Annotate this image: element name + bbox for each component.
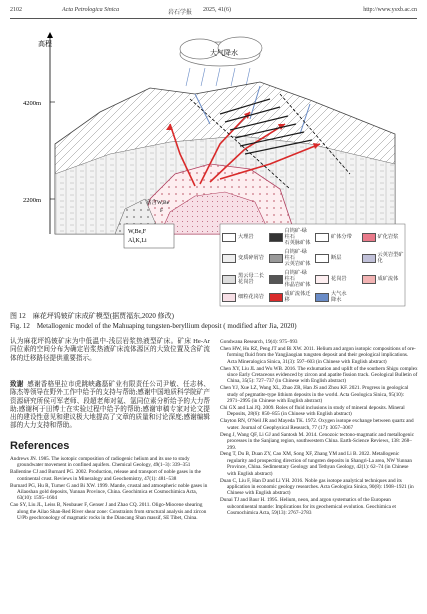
legend-label: 细粒花岗岩: [238, 294, 264, 300]
legend-label: 大气水 降水: [331, 291, 347, 303]
legend-item: [362, 249, 406, 267]
legend-swatch: [269, 254, 283, 263]
elevation-axis-arrow: [47, 32, 53, 38]
rich-w-be-label: 富含W,Be: [146, 200, 170, 206]
journal-name-cn: 岩石学报: [168, 10, 193, 16]
reference-item: Gondwana Research, 19(4): 975–993: [220, 339, 298, 345]
references-heading: References: [10, 440, 70, 452]
acknowledgement: [10, 381, 210, 431]
reference-item: Cao SY, Liu JL, Leiss B, Neubauer F, Genser J and Zhao CQ. 2011. Oligo-Miocene shearing along the Ailao Shan-Red River shear zone: Constraints from structural analysis and zircon U/Pb geochronology of magmatic rocks in the Diancang Shan massif, SE Tibet, China.: [10, 502, 207, 522]
legend-swatch: [222, 254, 236, 263]
ore-fluid-elements-2: Al,K,Li: [128, 238, 147, 244]
legend-label: 成矿流体: [377, 276, 399, 282]
legend-label: 花岗岩: [331, 276, 347, 282]
legend-item: [315, 291, 359, 303]
rich-f-label: F: [160, 208, 164, 214]
legend-item: [315, 270, 359, 288]
legend-label: 云英岩型矿化: [377, 252, 404, 264]
elevation-axis-label: 高程: [38, 40, 52, 48]
legend-label: 大理岩: [238, 234, 254, 240]
reference-item: Deng J, Wang QF, Li GJ and Santosh M. 2014. Cenozoic tectono-magmatic and metallogenic processes in the Sanjiang region, southwestern China. Earth-Science Reviews, 138: 268–299.: [220, 431, 414, 451]
legend-item: [222, 249, 266, 267]
issue-info: 2025, 41(6): [203, 7, 231, 13]
legend-label: 成矿流体迁移: [284, 291, 311, 303]
journal-url: http://www.ysxb.ac.cn: [363, 7, 417, 13]
legend-swatch: [222, 233, 236, 242]
tick-2200m: 2200m: [23, 197, 42, 204]
legend-swatch: [315, 275, 329, 284]
reference-item: Burnard PG, Hu R, Turner G and Bi XW. 1999. Mantle, crustal and atmospheric noble gases in Ailaoshan gold deposits, Yunnan Province, China. Geochimica et Cosmochimica Acta, 63(10): 1595–1604: [10, 482, 208, 502]
legend-label: 矿体分带: [331, 234, 352, 240]
legend-item: [315, 228, 359, 246]
legend-item: [269, 270, 313, 288]
ore-fluid-box: [124, 224, 174, 248]
legend-swatch: [315, 254, 329, 263]
reference-item: Andrews JN. 1985. The isotopic composition of radiogenic helium and its use to study groundwater movement in confined aquifers. Chemical Geology, 49(1–3): 339–351: [10, 456, 191, 469]
references-left: [10, 456, 210, 522]
legend-label: 白钨矿-绿柱石 石英脉矿体: [284, 228, 311, 246]
legend-swatch: [362, 275, 376, 284]
references-right: [220, 339, 418, 517]
legend-item: [269, 228, 313, 246]
legend-item: [222, 228, 266, 246]
legend-item: [222, 291, 266, 303]
legend-swatch: [269, 275, 283, 284]
reference-item: Dunai TJ and Baur H. 1995. Helium, neon, and argon systematics of the European subcontinental mantle: Implications for its geochemical evolution. Geochimica et Cosmochimica Acta, 59(13): 2767–2783: [220, 497, 396, 517]
legend-label: 断层: [331, 255, 342, 261]
legend-swatch: [222, 293, 236, 302]
legend-label: 变质碎屑岩: [238, 255, 264, 261]
page-number: 2102: [10, 7, 22, 13]
reference-item: Chen YJ, Xue LZ, Wang XL, Zhao ZR, Han JS and Zhou KF. 2021. Progress in geological study of pegmatite-type lithium deposits in the world. Acta Geologica Sinica, 95(10): 2971–2995 (in Chinese with English abstract): [220, 385, 409, 405]
legend-swatch: [269, 293, 283, 302]
reference-item: Duan C, Liu F, Han D and Li YH. 2016. Noble gas isotope analytical techniques and its application in economic geology researches. Acta Geologica Sinica, 90(8): 1908–1921 (in Chinese with English abstract): [220, 477, 414, 497]
figure-caption-cn: 图 12 麻花坪钨铍矿床成矿模型(据贾福东,2020 修改): [10, 312, 174, 320]
legend-swatch: [362, 233, 376, 242]
reference-item: Chen XY, Liu JL and Wu WB. 2016. The exhumation and uplift of the southern Shigu complex since Early Cretaceous evidenced by zircon and apatite fission track. Geological Bulletin of China, 35(5): 727–737 (in Chinese with English abstract): [220, 365, 418, 385]
legend-swatch: [222, 275, 236, 284]
legend-swatch: [315, 293, 329, 302]
legend-label: 黑云母二长 花岗岩: [238, 273, 264, 285]
ack-title: 致谢: [10, 381, 24, 388]
ore-fluid-elements-1: W,Be,F: [128, 229, 147, 235]
legend-item: [315, 249, 359, 267]
legend-swatch: [315, 233, 329, 242]
legend-label: 白钨矿-绿柱石 云英岩矿体: [284, 249, 311, 267]
legend-swatch: [269, 233, 283, 242]
reference-item: Deng T, Du B, Duan ZY, Cao XM, Song XF, Zhang YM and Li B. 2022. Metallogenic regularity and prospecting direction of tungsten deposits in Shangri-La area, NW Yunnan Province, China. Sedimentary Geology and Tethyan Geology, 42(1): 62–74 (in Chinese with English abstract): [220, 451, 412, 477]
reference-item: Chen HW, Hu RZ, Peng JT and Bi XW. 2011. Helium and argon isotopic compositions of ore-forming fluid from the Yangjiaogian tungsten deposit and their geological implications. Acta Mineralogica Sinica, 31(3): 597–603 (in Chinese with English abstract): [220, 345, 416, 365]
ack-text: 感谢香格里拉市虎跳峡鑫磊矿业有限责任公司尹敏、任志林、陈杰等领导在野外工作中给予的支持与帮助;感谢中国地质科学院矿产资源研究所侯可军老师、段超老师对氦、氩同位素分析给予的大力帮助;感谢柯于田博士在实验过程中给予的帮助;感谢审稿专家对论文提出的建设性意见和建议极大地提高了文章的质量和讨论深度;感谢编辑部的大力支持和帮助。: [10, 381, 211, 430]
legend-label: 白钨矿-绿柱石 伟晶岩矿体: [284, 270, 311, 288]
journal-name-en: Acta Petrologica Sinica: [62, 7, 120, 13]
paragraph-conclusion: 认为麻花坪钨铍矿床为中低温中-浅层岩浆热液型矿床。矿床 He-Ar 同位素的空间分布为确定岩浆热液矿床流体源区的大致位置及含矿流体的迁移路径提供重要指示。: [10, 338, 210, 362]
legend-item: [362, 270, 406, 288]
figure-caption-en: Fig. 12 Metallogenic model of the Mahuaping tungsten-beryllium deposit ( modified after Jia, 2020): [10, 322, 297, 330]
legend-item: [222, 270, 266, 288]
legend-label: 矿化岩浆: [377, 234, 399, 240]
legend-item: [362, 228, 406, 246]
reference-item: Chi GX and Lai JQ. 2009. Roles of fluid inclusions in study of mineral deposits. Mineral Deposits, 28(6): 850–855 (in Chinese with English abstract): [220, 405, 405, 418]
reference-item: Ballentine CJ and Burnard PG. 2002. Production, release and transport of noble gases in the continental crust. Reviews in Mineralogy and Geochemistry, 47(1): 481–538: [10, 469, 201, 482]
meteoric-water-label: 大气降水: [210, 49, 238, 57]
legend-item: [269, 291, 313, 303]
legend-grid: [222, 228, 405, 303]
legend-item: [269, 249, 313, 267]
legend-swatch: [362, 254, 376, 263]
rain-lines: [186, 68, 250, 86]
reference-item: Clayton RN, O'Neil JR and Mayeda TK. 1972. Oxygen isotope exchange between quartz and water. Journal of Geophysical Research, 77 (17): 3057–3067: [220, 418, 414, 431]
tick-4200m: 4200m: [23, 100, 42, 107]
header-rule: [10, 18, 417, 19]
